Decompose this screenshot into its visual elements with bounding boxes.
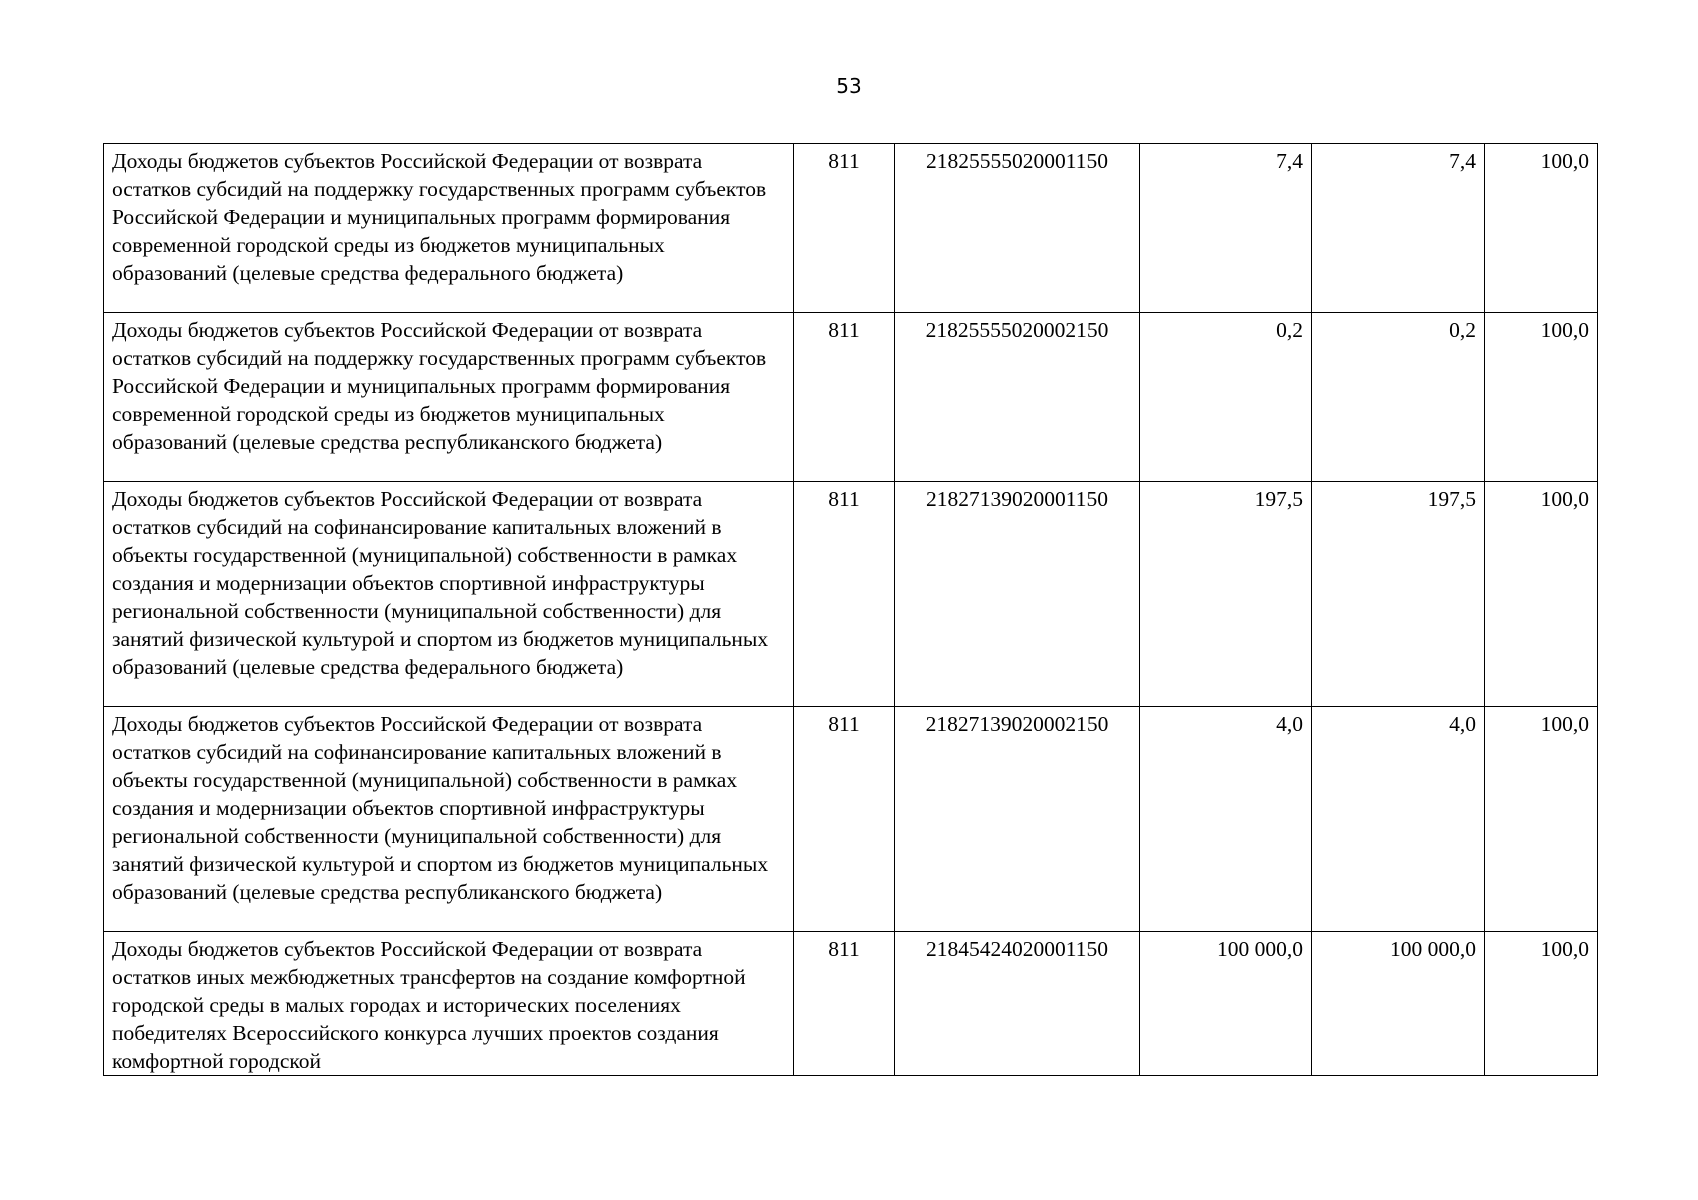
- table-row: [104, 313, 1598, 482]
- table-row: [104, 482, 1598, 707]
- row-admin-code: 811: [794, 482, 895, 707]
- row-fact-value: 4,0: [1312, 707, 1485, 932]
- table-row: [104, 144, 1598, 313]
- row-description: Доходы бюджетов субъектов Российской Федерации от возврата остатков субсидий на поддержку государственных программ субъектов Российской Федерации и муниципальных программ формирования современной городской среды из бюджетов муниципальных образований (целевые средства республиканского бюджета): [104, 313, 794, 482]
- row-description: Доходы бюджетов субъектов Российской Федерации от возврата остатков субсидий на софинансирование капитальных вложений в объекты государственной (муниципальной) собственности в рамках создания и модернизации объектов спортивной инфраструктуры региональной собственности (муниципальной собственности) для занятий физической культурой и спортом из бюджетов муниципальных образований (целевые средства республиканского бюджета): [104, 707, 794, 932]
- row-fact-value: 197,5: [1312, 482, 1485, 707]
- row-percent: 100,0: [1485, 144, 1598, 313]
- row-percent: 100,0: [1485, 932, 1598, 1076]
- row-description: Доходы бюджетов субъектов Российской Федерации от возврата остатков иных межбюджетных трансфертов на создание комфортной городской среды в малых городах и исторических поселениях победителях Всероссийского конкурса лучших проектов создания комфортной городской: [104, 932, 794, 1076]
- page-number: 53: [836, 74, 862, 98]
- row-description: Доходы бюджетов субъектов Российской Федерации от возврата остатков субсидий на поддержку государственных программ субъектов Российской Федерации и муниципальных программ формирования современной городской среды из бюджетов муниципальных образований (целевые средства федерального бюджета): [104, 144, 794, 313]
- row-plan-value: 4,0: [1140, 707, 1312, 932]
- row-plan-value: 7,4: [1140, 144, 1312, 313]
- revenue-table: [103, 143, 1598, 1076]
- row-plan-value: 0,2: [1140, 313, 1312, 482]
- row-percent: 100,0: [1485, 707, 1598, 932]
- table-row: [104, 932, 1598, 1076]
- row-admin-code: 811: [794, 313, 895, 482]
- row-fact-value: 100 000,0: [1312, 932, 1485, 1076]
- table-row: [104, 707, 1598, 932]
- row-fact-value: 7,4: [1312, 144, 1485, 313]
- row-admin-code: 811: [794, 144, 895, 313]
- row-plan-value: 100 000,0: [1140, 932, 1312, 1076]
- row-budget-code: 21827139020002150: [895, 707, 1140, 932]
- row-admin-code: 811: [794, 707, 895, 932]
- row-admin-code: 811: [794, 932, 895, 1076]
- row-budget-code: 21827139020001150: [895, 482, 1140, 707]
- row-fact-value: 0,2: [1312, 313, 1485, 482]
- row-percent: 100,0: [1485, 313, 1598, 482]
- row-budget-code: 21825555020001150: [895, 144, 1140, 313]
- row-budget-code: 21825555020002150: [895, 313, 1140, 482]
- row-plan-value: 197,5: [1140, 482, 1312, 707]
- row-description: Доходы бюджетов субъектов Российской Федерации от возврата остатков субсидий на софинансирование капитальных вложений в объекты государственной (муниципальной) собственности в рамках создания и модернизации объектов спортивной инфраструктуры региональной собственности (муниципальной собственности) для занятий физической культурой и спортом из бюджетов муниципальных образований (целевые средства федерального бюджета): [104, 482, 794, 707]
- row-budget-code: 21845424020001150: [895, 932, 1140, 1076]
- row-percent: 100,0: [1485, 482, 1598, 707]
